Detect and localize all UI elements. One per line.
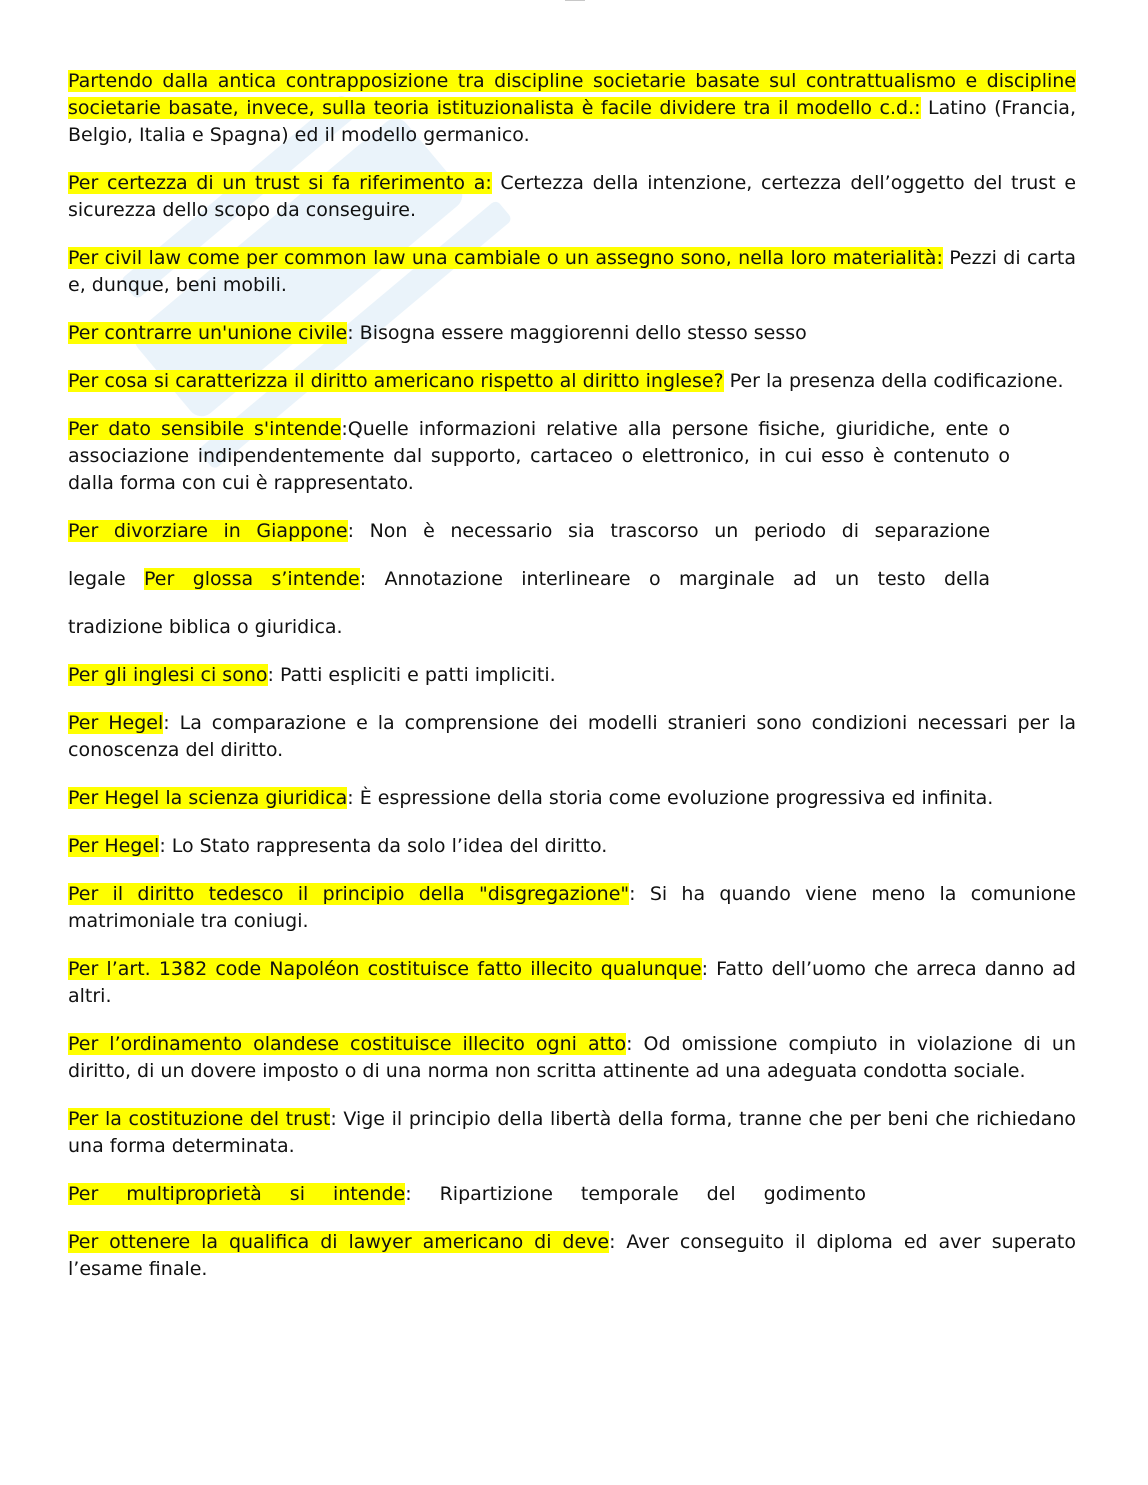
answer-text: : Od omissione compiuto in violazione di un diritto, di un dovere imposto o di una norma non scritta attinente ad una adeguata condotta sociale. bbox=[68, 1033, 1076, 1082]
qa-item bbox=[68, 68, 1076, 149]
question-highlight: Per la costituzione del trust bbox=[68, 1108, 331, 1130]
qa-item bbox=[68, 368, 1076, 395]
answer-text: : Aver conseguito il diploma ed aver superato l’esame finale. bbox=[68, 1231, 1076, 1280]
question-highlight: Per l’ordinamento olandese costituisce illecito ogni atto bbox=[68, 1033, 627, 1055]
question-highlight: Per certezza di un trust si fa riferimento a: bbox=[68, 172, 492, 194]
answer-text: :Quelle informazioni relative alla persone fisiche, giuridiche, ente o associazione indipendentemente dal supporto, cartaceo o elettronico, in cui esso è contenuto o dalla forma con cui è rappresentato. bbox=[68, 418, 1011, 494]
answer-text: : Lo Stato rappresenta da solo l’idea del diritto. bbox=[159, 835, 608, 857]
answer-text: Latino (Francia, Belgio, Italia e Spagna) ed il modello germanico. bbox=[68, 97, 1076, 146]
qa-item bbox=[68, 1106, 1076, 1160]
qa-item bbox=[68, 1031, 1076, 1085]
qa-item bbox=[68, 662, 1076, 689]
qa-item bbox=[68, 881, 1076, 935]
answer-text: : È espressione della storia come evoluzione progressiva ed infinita. bbox=[347, 787, 994, 809]
question-highlight: Per l’art. 1382 code Napoléon costituisce fatto illecito qualunque bbox=[68, 958, 702, 980]
qa-item bbox=[68, 518, 1076, 545]
question-highlight: Per civil law come per common law una cambiale o un assegno sono, nella loro materialità: bbox=[68, 247, 943, 269]
qa-item bbox=[68, 245, 1076, 299]
question-highlight: Per divorziare in Giappone bbox=[68, 520, 348, 542]
qa-item bbox=[68, 566, 1076, 593]
answer-text: Pezzi di carta e, dunque, beni mobili. bbox=[68, 247, 1076, 296]
question-highlight: Per Hegel la scienza giuridica bbox=[68, 787, 348, 809]
answer-text: : Bisogna essere maggiorenni dello stesso sesso bbox=[347, 322, 807, 344]
question-highlight: Per il diritto tedesco il principio della "disgregazione" bbox=[68, 883, 630, 905]
answer-text: : Fatto dell’uomo che arreca danno ad altri. bbox=[68, 958, 1076, 1007]
qa-item bbox=[68, 1181, 1076, 1208]
answer-text: : Patti espliciti e patti impliciti. bbox=[267, 664, 556, 686]
question-highlight: Partendo dalla antica contrapposizione tra discipline societarie basate sul contrattualismo e discipline societarie basate, invece, sulla teoria istituzionalista è facile dividere tra il modello c.d.: bbox=[68, 70, 1076, 119]
question-highlight: Per glossa s’intende bbox=[144, 568, 360, 590]
qa-item bbox=[68, 320, 1076, 347]
answer-text: : Vige il principio della libertà della forma, tranne che per beni che richiedano una forma determinata. bbox=[68, 1108, 1076, 1157]
answer-text: : Si ha quando viene meno la comunione matrimoniale tra coniugi. bbox=[68, 883, 1076, 932]
question-highlight: Per dato sensibile s'intende bbox=[68, 418, 342, 440]
qa-item bbox=[68, 416, 1076, 497]
qa-item bbox=[68, 833, 1076, 860]
answer-text: : Annotazione interlineare o marginale ad un testo della bbox=[359, 568, 990, 590]
question-highlight: Per Hegel bbox=[68, 712, 164, 734]
qa-item bbox=[68, 710, 1076, 764]
question-highlight: Per multiproprietà si intende bbox=[68, 1183, 406, 1205]
answer-text: : La comparazione e la comprensione dei modelli stranieri sono condizioni necessari per la conoscenza del diritto. bbox=[68, 712, 1076, 761]
question-highlight: Per cosa si caratterizza il diritto americano rispetto al diritto inglese? bbox=[68, 370, 724, 392]
answer-text: : Ripartizione temporale del godimento bbox=[405, 1183, 866, 1205]
qa-item bbox=[68, 1229, 1076, 1283]
qa-item bbox=[68, 956, 1076, 1010]
document-body bbox=[68, 68, 1076, 1304]
question-highlight: Per gli inglesi ci sono bbox=[68, 664, 268, 686]
question-highlight: Per contrarre un'unione civile bbox=[68, 322, 348, 344]
answer-text: tradizione biblica o giuridica. bbox=[68, 616, 343, 638]
answer-text: : Non è necessario sia trascorso un periodo di separazione bbox=[347, 520, 991, 542]
answer-text: Per la presenza della codificazione. bbox=[723, 370, 1064, 392]
qa-item bbox=[68, 785, 1076, 812]
page-top-mark bbox=[565, 0, 585, 3]
question-highlight: Per Hegel bbox=[68, 835, 160, 857]
qa-item bbox=[68, 170, 1076, 224]
qa-item bbox=[68, 614, 1076, 641]
answer-text: Certezza della intenzione, certezza dell’oggetto del trust e sicurezza dello scopo da conseguire. bbox=[68, 172, 1077, 221]
question-highlight: Per ottenere la qualifica di lawyer americano di deve bbox=[68, 1231, 610, 1253]
answer-text-prefix: legale bbox=[68, 568, 145, 590]
